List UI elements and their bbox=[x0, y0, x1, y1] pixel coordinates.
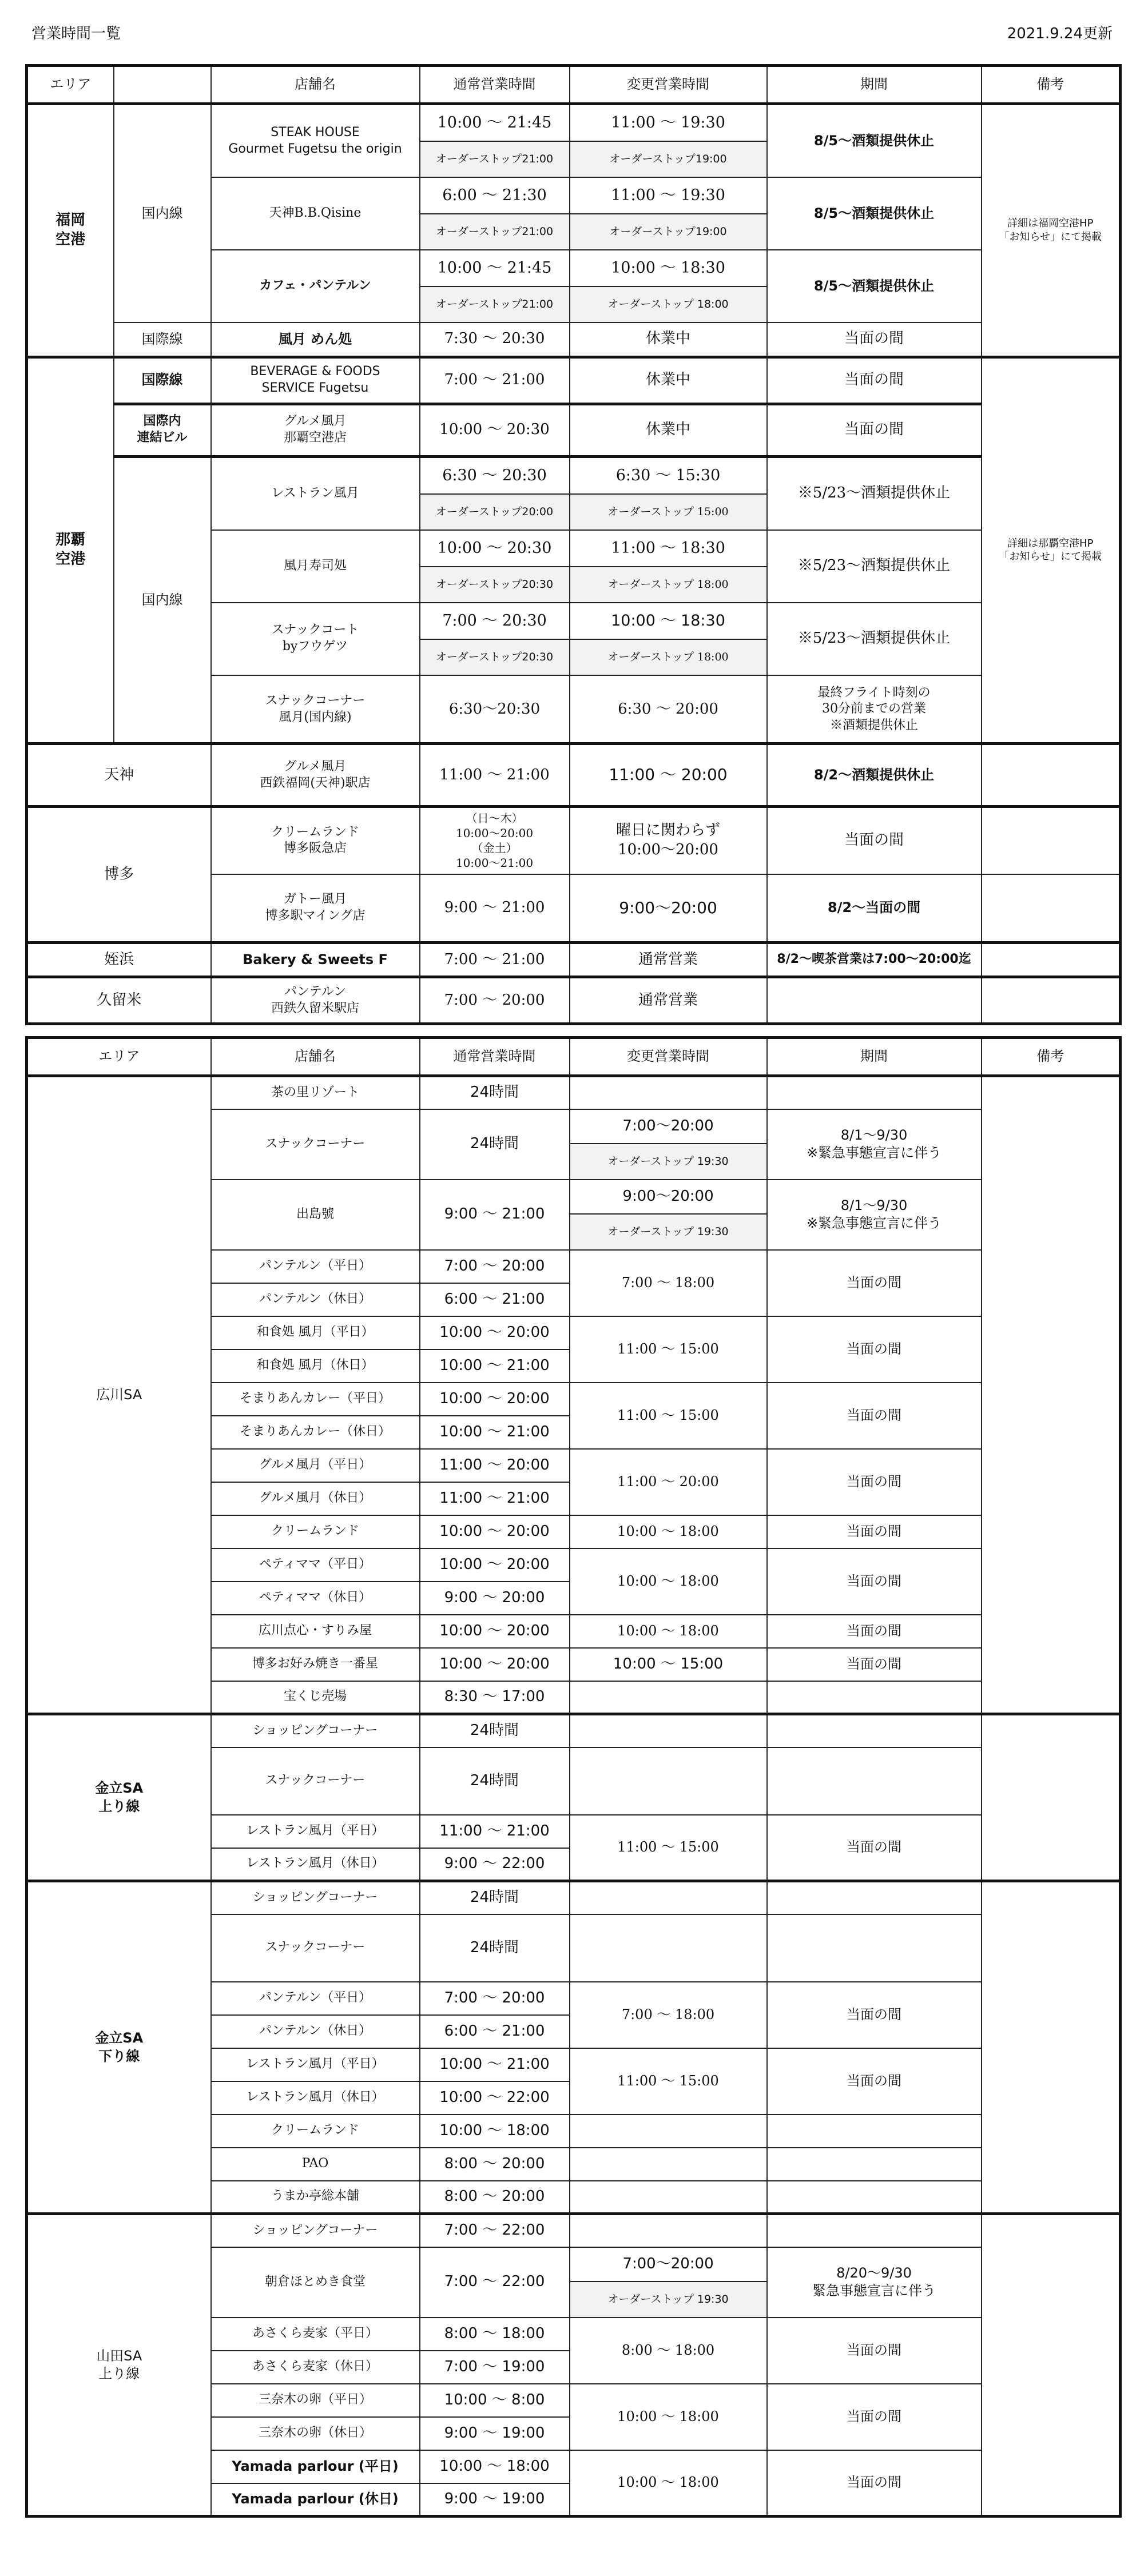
col-area: エリア bbox=[27, 1038, 211, 1076]
area-naha: 那覇 空港 bbox=[27, 357, 114, 744]
store-name: 茶の里リゾート bbox=[211, 1076, 420, 1109]
note-yamada bbox=[982, 2214, 1121, 2517]
changed-hours: 11:00 〜 19:30 bbox=[570, 177, 767, 214]
changed-hours: 8:00 〜 18:00 bbox=[570, 2318, 767, 2384]
store-name: 宝くじ売場 bbox=[211, 1681, 420, 1714]
normal-hours: 7:30 〜 20:30 bbox=[420, 323, 570, 357]
changed-hours: 9:00〜20:00 bbox=[570, 1180, 767, 1214]
table-row bbox=[27, 357, 1121, 404]
period-empty bbox=[767, 1681, 982, 1714]
period: 当面の間 bbox=[767, 1982, 982, 2048]
period: 当面の間 bbox=[767, 404, 982, 456]
table-row bbox=[27, 404, 1121, 456]
normal-hours: 9:00 〜 20:00 bbox=[420, 1582, 570, 1615]
normal-hours: 10:00 〜 18:00 bbox=[420, 2450, 570, 2483]
period-empty bbox=[767, 2148, 982, 2181]
changed-hours: 休業中 bbox=[570, 404, 767, 456]
normal-hours: 10:00 〜 22:00 bbox=[420, 2081, 570, 2115]
normal-order-stop: オーダーストップ21:00 bbox=[420, 286, 570, 323]
period-empty bbox=[767, 1747, 982, 1815]
changed-empty bbox=[570, 2115, 767, 2148]
store-name: ショッピングコーナー bbox=[211, 1881, 420, 1914]
order-stop: オーダーストップ 19:30 bbox=[570, 2282, 767, 2318]
normal-hours: 10:00 〜 21:45 bbox=[420, 250, 570, 286]
changed-hours: 10:00 〜 18:00 bbox=[570, 1515, 767, 1548]
normal-order-stop: オーダーストップ21:00 bbox=[420, 214, 570, 250]
period: 当面の間 bbox=[767, 1250, 982, 1316]
line-naha-renketsu: 国際内 連結ビル bbox=[114, 404, 211, 456]
changed-order-stop: オーダーストップ 18:00 bbox=[570, 567, 767, 603]
changed-empty bbox=[570, 2181, 767, 2214]
changed-hours: 6:30 〜 15:30 bbox=[570, 456, 767, 494]
period: 当面の間 bbox=[767, 1648, 982, 1681]
normal-hours: 10:00 〜 21:00 bbox=[420, 1349, 570, 1383]
area-hakata: 博多 bbox=[27, 807, 211, 943]
period: 当面の間 bbox=[767, 2450, 982, 2517]
table-row bbox=[27, 744, 1121, 807]
store-name: ガトー風月 博多駅マイング店 bbox=[211, 874, 420, 943]
col-changed: 変更営業時間 bbox=[570, 66, 767, 104]
period: 8/5〜酒類提供休止 bbox=[767, 104, 982, 178]
normal-hours: 10:00 〜 20:00 bbox=[420, 1648, 570, 1681]
normal-hours: 7:00 〜 20:00 bbox=[420, 1250, 570, 1283]
col-line bbox=[114, 66, 211, 104]
normal-hours: 24時間 bbox=[420, 1881, 570, 1914]
period-empty bbox=[767, 2115, 982, 2148]
changed-empty bbox=[570, 1076, 767, 1109]
period: 8/1〜9/30 ※緊急事態宣言に伴う bbox=[767, 1109, 982, 1180]
col-normal: 通常営業時間 bbox=[420, 66, 570, 104]
store-name: Yamada parlour (平日) bbox=[211, 2450, 420, 2483]
normal-hours: 11:00 〜 21:00 bbox=[420, 1482, 570, 1515]
store-name: 風月 めん処 bbox=[211, 323, 420, 357]
changed-empty bbox=[570, 2214, 767, 2247]
normal-hours: 10:00 〜 20:00 bbox=[420, 1515, 570, 1548]
store-name: PAO bbox=[211, 2148, 420, 2181]
table-row bbox=[27, 2214, 1121, 2247]
store-name: パンテルン 西鉄久留米駅店 bbox=[211, 977, 420, 1024]
table-row bbox=[27, 104, 1121, 142]
period: 当面の間 bbox=[767, 1615, 982, 1648]
store-name: グルメ風月（休日） bbox=[211, 1482, 420, 1515]
changed-hours: 通常営業 bbox=[570, 943, 767, 977]
normal-hours: 8:00 〜 20:00 bbox=[420, 2181, 570, 2214]
store-name: クリームランド bbox=[211, 2115, 420, 2148]
normal-hours: 8:00 〜 18:00 bbox=[420, 2318, 570, 2351]
airport-hours-table bbox=[25, 64, 1122, 1025]
period: ※5/23〜酒類提供休止 bbox=[767, 456, 982, 530]
store-name: うまか亭総本舗 bbox=[211, 2181, 420, 2214]
period: 当面の間 bbox=[767, 2318, 982, 2384]
store-name: 朝倉ほとめき食堂 bbox=[211, 2247, 420, 2318]
normal-hours: 9:00 〜 21:00 bbox=[420, 874, 570, 943]
store-name: クリームランド bbox=[211, 1515, 420, 1548]
normal-hours: 7:00 〜 20:00 bbox=[420, 977, 570, 1024]
store-name: レストラン風月（休日） bbox=[211, 1848, 420, 1881]
store-name: レストラン風月 bbox=[211, 456, 420, 530]
table-row bbox=[27, 807, 1121, 874]
normal-hours: 24時間 bbox=[420, 1747, 570, 1815]
normal-hours: 11:00 〜 20:00 bbox=[420, 1449, 570, 1482]
store-name: カフェ・パンテルン bbox=[211, 250, 420, 323]
normal-hours: 10:00 〜 20:30 bbox=[420, 530, 570, 567]
normal-hours: 11:00 〜 21:00 bbox=[420, 744, 570, 807]
normal-hours: 24時間 bbox=[420, 1914, 570, 1982]
store-name: レストラン風月（平日） bbox=[211, 1815, 420, 1848]
store-name: 三奈木の卵（平日） bbox=[211, 2384, 420, 2417]
period: 8/2〜酒類提供休止 bbox=[767, 744, 982, 807]
period-empty bbox=[767, 2214, 982, 2247]
normal-hours: （日〜木） 10:00〜20:00 （金土） 10:00〜21:00 bbox=[420, 807, 570, 874]
normal-order-stop: オーダーストップ21:00 bbox=[420, 141, 570, 177]
store-name: そまりあんカレー（休日） bbox=[211, 1416, 420, 1449]
store-name: パンテルン（休日） bbox=[211, 1283, 420, 1316]
col-store: 店舗名 bbox=[211, 1038, 420, 1076]
note-empty bbox=[982, 874, 1121, 943]
changed-order-stop: オーダーストップ19:00 bbox=[570, 214, 767, 250]
changed-hours: 10:00 〜 18:30 bbox=[570, 250, 767, 286]
normal-hours: 7:00 〜 19:00 bbox=[420, 2351, 570, 2384]
normal-hours: 7:00 〜 21:00 bbox=[420, 357, 570, 404]
changed-hours: 10:00 〜 18:30 bbox=[570, 603, 767, 639]
note-fukuoka: 詳細は福岡空港HP 「お知らせ」にて掲載 bbox=[982, 104, 1121, 357]
changed-hours: 10:00 〜 18:00 bbox=[570, 2450, 767, 2517]
col-changed: 変更営業時間 bbox=[570, 1038, 767, 1076]
store-name: 広川点心・すりみ屋 bbox=[211, 1615, 420, 1648]
changed-hours: 10:00 〜 18:00 bbox=[570, 2384, 767, 2450]
normal-hours: 9:00 〜 21:00 bbox=[420, 1180, 570, 1250]
updated-date: 2021.9.24更新 bbox=[1007, 25, 1113, 42]
normal-hours: 10:00 〜 20:00 bbox=[420, 1383, 570, 1416]
normal-hours: 7:00 〜 20:30 bbox=[420, 603, 570, 639]
normal-hours: 9:00 〜 19:00 bbox=[420, 2417, 570, 2450]
col-store: 店舗名 bbox=[211, 66, 420, 104]
period: 当面の間 bbox=[767, 1548, 982, 1615]
normal-hours: 10:00 〜 21:45 bbox=[420, 104, 570, 142]
changed-hours: 11:00 〜 20:00 bbox=[570, 1449, 767, 1515]
period: 当面の間 bbox=[767, 1316, 982, 1383]
store-name: ショッピングコーナー bbox=[211, 2214, 420, 2247]
changed-hours: 9:00〜20:00 bbox=[570, 874, 767, 943]
normal-hours: 9:00 〜 22:00 bbox=[420, 1848, 570, 1881]
normal-hours: 11:00 〜 21:00 bbox=[420, 1815, 570, 1848]
changed-hours: 通常営業 bbox=[570, 977, 767, 1024]
changed-hours: 11:00 〜 15:00 bbox=[570, 1383, 767, 1449]
period-empty bbox=[767, 977, 982, 1024]
normal-hours: 10:00 〜 21:00 bbox=[420, 2048, 570, 2081]
store-name: グルメ風月（平日） bbox=[211, 1449, 420, 1482]
store-name: スナックコート byフウゲツ bbox=[211, 603, 420, 675]
changed-hours: 7:00 〜 18:00 bbox=[570, 1982, 767, 2048]
store-name: ペティママ（休日） bbox=[211, 1582, 420, 1615]
normal-hours: 6:30 〜 20:30 bbox=[420, 456, 570, 494]
sa-hours-table bbox=[25, 1036, 1122, 2518]
col-normal: 通常営業時間 bbox=[420, 1038, 570, 1076]
store-name: 天神B.B.Qisine bbox=[211, 177, 420, 250]
normal-hours: 10:00 〜 20:00 bbox=[420, 1615, 570, 1648]
store-name: スナックコーナー 風月(国内線) bbox=[211, 675, 420, 744]
col-note: 備考 bbox=[982, 66, 1121, 104]
period-empty bbox=[767, 1881, 982, 1914]
table-row bbox=[27, 1881, 1121, 1914]
store-name: パンテルン（休日） bbox=[211, 2015, 420, 2048]
changed-order-stop: オーダーストップ 15:00 bbox=[570, 494, 767, 530]
changed-hours: 7:00〜20:00 bbox=[570, 1109, 767, 1144]
store-name: そまりあんカレー（平日） bbox=[211, 1383, 420, 1416]
changed-hours: 10:00 〜 15:00 bbox=[570, 1648, 767, 1681]
period: 当面の間 bbox=[767, 323, 982, 357]
note-naha: 詳細は那覇空港HP 「お知らせ」にて掲載 bbox=[982, 357, 1121, 744]
table-header-row bbox=[27, 1038, 1121, 1076]
period-empty bbox=[767, 2181, 982, 2214]
normal-hours: 6:00 〜 21:30 bbox=[420, 177, 570, 214]
changed-order-stop: オーダーストップ 18:00 bbox=[570, 286, 767, 323]
line-intl: 国際線 bbox=[114, 323, 211, 357]
period-empty bbox=[767, 1714, 982, 1747]
table-row bbox=[27, 456, 1121, 494]
col-area: エリア bbox=[27, 66, 114, 104]
period: 当面の間 bbox=[767, 1449, 982, 1515]
store-name: Bakery & Sweets F bbox=[211, 943, 420, 977]
period: 8/2〜喫茶営業は7:00〜20:00迄 bbox=[767, 943, 982, 977]
area-fukuoka: 福岡 空港 bbox=[27, 104, 114, 357]
normal-hours: 8:30 〜 17:00 bbox=[420, 1681, 570, 1714]
period: 当面の間 bbox=[767, 1815, 982, 1881]
table-row bbox=[27, 323, 1121, 357]
note-hirokawa bbox=[982, 1076, 1121, 1714]
changed-hours: 11:00 〜 15:00 bbox=[570, 1815, 767, 1881]
table-row bbox=[27, 943, 1121, 977]
period: 当面の間 bbox=[767, 1515, 982, 1548]
normal-hours: 24時間 bbox=[420, 1714, 570, 1747]
col-note: 備考 bbox=[982, 1038, 1121, 1076]
period: ※5/23〜酒類提供休止 bbox=[767, 603, 982, 675]
normal-hours: 8:00 〜 20:00 bbox=[420, 2148, 570, 2181]
normal-hours: 6:00 〜 21:00 bbox=[420, 2015, 570, 2048]
table-header-row bbox=[27, 66, 1121, 104]
changed-hours: 曜日に関わらず 10:00〜20:00 bbox=[570, 807, 767, 874]
note-empty bbox=[982, 744, 1121, 807]
changed-hours: 11:00 〜 15:00 bbox=[570, 2048, 767, 2115]
store-name: クリームランド 博多阪急店 bbox=[211, 807, 420, 874]
normal-hours: 10:00 〜 20:30 bbox=[420, 404, 570, 456]
normal-hours: 24時間 bbox=[420, 1076, 570, 1109]
period: 当面の間 bbox=[767, 1383, 982, 1449]
period: ※5/23〜酒類提供休止 bbox=[767, 530, 982, 603]
changed-hours: 7:00 〜 18:00 bbox=[570, 1250, 767, 1316]
note-kanedachi-down bbox=[982, 1881, 1121, 2214]
period-empty bbox=[767, 1914, 982, 1982]
store-name: あさくら麦家（平日） bbox=[211, 2318, 420, 2351]
changed-hours: 6:30 〜 20:00 bbox=[570, 675, 767, 744]
store-name: グルメ風月 西鉄福岡(天神)駅店 bbox=[211, 744, 420, 807]
store-name: パンテルン（平日） bbox=[211, 1982, 420, 2015]
normal-order-stop: オーダーストップ20:30 bbox=[420, 567, 570, 603]
period: 8/2〜当面の間 bbox=[767, 874, 982, 943]
area-yamada: 山田SA 上り線 bbox=[27, 2214, 211, 2517]
changed-empty bbox=[570, 1881, 767, 1914]
line-naha-domestic: 国内線 bbox=[114, 456, 211, 744]
table-row bbox=[27, 977, 1121, 1024]
normal-hours: 7:00 〜 20:00 bbox=[420, 1982, 570, 2015]
normal-hours: 10:00 〜 20:00 bbox=[420, 1548, 570, 1582]
store-name: ペティママ（平日） bbox=[211, 1548, 420, 1582]
normal-order-stop: オーダーストップ20:00 bbox=[420, 494, 570, 530]
store-name: STEAK HOUSE Gourmet Fugetsu the origin bbox=[211, 104, 420, 178]
col-period: 期間 bbox=[767, 1038, 982, 1076]
store-name: Yamada parlour (休日) bbox=[211, 2483, 420, 2517]
store-name: 和食処 風月（平日） bbox=[211, 1316, 420, 1349]
changed-hours: 休業中 bbox=[570, 357, 767, 404]
changed-hours: 10:00 〜 18:00 bbox=[570, 1548, 767, 1615]
store-name: 三奈木の卵（休日） bbox=[211, 2417, 420, 2450]
table-row bbox=[27, 1076, 1121, 1109]
changed-hours: 休業中 bbox=[570, 323, 767, 357]
normal-hours: 7:00 〜 22:00 bbox=[420, 2214, 570, 2247]
note-empty bbox=[982, 977, 1121, 1024]
changed-hours: 10:00 〜 18:00 bbox=[570, 1615, 767, 1648]
changed-hours: 11:00 〜 19:30 bbox=[570, 104, 767, 142]
changed-empty bbox=[570, 2148, 767, 2181]
store-name: 博多お好み焼き一番星 bbox=[211, 1648, 420, 1681]
normal-hours: 9:00 〜 19:00 bbox=[420, 2483, 570, 2517]
area-hirokawa: 広川SA bbox=[27, 1076, 211, 1714]
normal-hours: 7:00 〜 21:00 bbox=[420, 943, 570, 977]
period: 8/1〜9/30 ※緊急事態宣言に伴う bbox=[767, 1180, 982, 1250]
normal-hours: 10:00 〜 21:00 bbox=[420, 1416, 570, 1449]
area-kurume: 久留米 bbox=[27, 977, 211, 1024]
period-empty bbox=[767, 1076, 982, 1109]
area-kanedachi-up: 金立SA 上り線 bbox=[27, 1714, 211, 1881]
normal-hours: 10:00 〜 18:00 bbox=[420, 2115, 570, 2148]
normal-order-stop: オーダーストップ20:30 bbox=[420, 639, 570, 675]
store-name: 和食処 風月（休日） bbox=[211, 1349, 420, 1383]
normal-hours: 6:00 〜 21:00 bbox=[420, 1283, 570, 1316]
page-title: 営業時間一覧 bbox=[31, 25, 121, 42]
note-empty bbox=[982, 807, 1121, 874]
changed-hours: 7:00〜20:00 bbox=[570, 2247, 767, 2282]
changed-empty bbox=[570, 1914, 767, 1982]
order-stop: オーダーストップ 19:30 bbox=[570, 1214, 767, 1250]
changed-empty bbox=[570, 1681, 767, 1714]
normal-hours: 10:00 〜 20:00 bbox=[420, 1316, 570, 1349]
normal-hours: 24時間 bbox=[420, 1109, 570, 1180]
col-period: 期間 bbox=[767, 66, 982, 104]
period: 8/5〜酒類提供休止 bbox=[767, 177, 982, 250]
normal-hours: 7:00 〜 22:00 bbox=[420, 2247, 570, 2318]
period: 当面の間 bbox=[767, 357, 982, 404]
store-name: スナックコーナー bbox=[211, 1109, 420, 1180]
changed-order-stop: オーダーストップ19:00 bbox=[570, 141, 767, 177]
normal-hours: 6:30〜20:30 bbox=[420, 675, 570, 744]
line-naha-intl: 国際線 bbox=[114, 357, 211, 404]
note-kanedachi-up bbox=[982, 1714, 1121, 1881]
store-name: あさくら麦家（休日） bbox=[211, 2351, 420, 2384]
area-tenjin: 天神 bbox=[27, 744, 211, 807]
store-name: BEVERAGE & FOODS SERVICE Fugetsu bbox=[211, 357, 420, 404]
changed-order-stop: オーダーストップ 18:00 bbox=[570, 639, 767, 675]
store-name: 出島號 bbox=[211, 1180, 420, 1250]
period: 8/5〜酒類提供休止 bbox=[767, 250, 982, 323]
period: 8/20〜9/30 緊急事態宣言に伴う bbox=[767, 2247, 982, 2318]
store-name: パンテルン（平日） bbox=[211, 1250, 420, 1283]
line-domestic: 国内線 bbox=[114, 104, 211, 323]
store-name: グルメ風月 那覇空港店 bbox=[211, 404, 420, 456]
changed-empty bbox=[570, 1714, 767, 1747]
changed-empty bbox=[570, 1747, 767, 1815]
store-name: レストラン風月（休日） bbox=[211, 2081, 420, 2115]
store-name: ショッピングコーナー bbox=[211, 1714, 420, 1747]
period: 当面の間 bbox=[767, 807, 982, 874]
period: 最終フライト時刻の 30分前までの営業 ※酒類提供休止 bbox=[767, 675, 982, 744]
note-empty bbox=[982, 943, 1121, 977]
store-name: レストラン風月（平日） bbox=[211, 2048, 420, 2081]
table-row bbox=[27, 1714, 1121, 1747]
changed-hours: 11:00 〜 15:00 bbox=[570, 1316, 767, 1383]
period: 当面の間 bbox=[767, 2048, 982, 2115]
order-stop: オーダーストップ 19:30 bbox=[570, 1144, 767, 1180]
normal-hours: 10:00 〜 8:00 bbox=[420, 2384, 570, 2417]
changed-hours: 11:00 〜 18:30 bbox=[570, 530, 767, 567]
store-name: スナックコーナー bbox=[211, 1747, 420, 1815]
period: 当面の間 bbox=[767, 2384, 982, 2450]
area-kanedachi-down: 金立SA 下り線 bbox=[27, 1881, 211, 2214]
store-name: スナックコーナー bbox=[211, 1914, 420, 1982]
store-name: 風月寿司処 bbox=[211, 530, 420, 603]
area-meinohama: 姪浜 bbox=[27, 943, 211, 977]
changed-hours: 11:00 〜 20:00 bbox=[570, 744, 767, 807]
